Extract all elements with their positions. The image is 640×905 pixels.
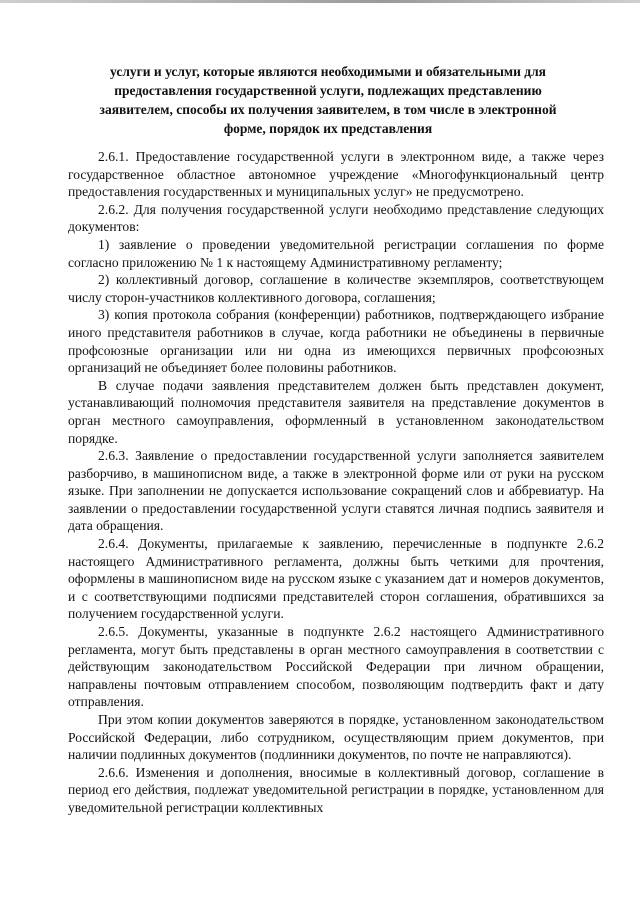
paragraph-2-6-2: 2.6.2. Для получения государственной услуги необходимо представление следующих документов: bbox=[68, 201, 604, 235]
list-item-1: 1) заявление о проведении уведомительной регистрации соглашения по форме согласно приложению № 1 к настоящему Административному регламенту; bbox=[68, 236, 604, 270]
paragraph-2-6-1: 2.6.1. Предоставление государственной услуги в электронном виде, а также через государственное областное автономное учреждение «Многофункциональный центр предоставления государственных и муниципальных услуг» не предусмотрено. bbox=[68, 149, 604, 200]
scan-top-edge bbox=[0, 0, 640, 3]
paragraph-copies: При этом копии документов заверяются в порядке, установленном законодательством Российской Федерации, либо сотрудником, осуществляющим прием документов, при наличии подлинных документов (подлинники документов, по почте не направляются). bbox=[68, 712, 604, 763]
paragraph-2-6-6: 2.6.6. Изменения и дополнения, вносимые в коллективный договор, соглашение в период его действия, подлежат уведомительной регистрации в порядке, установленном для уведомительной регистрации коллективных bbox=[68, 764, 604, 815]
paragraph-2-6-4: 2.6.4. Документы, прилагаемые к заявлению, перечисленные в подпункте 2.6.2 настоящего Административного регламента, должны быть четкими для прочтения, оформлены в машинописном виде на русском языке с указанием дат и номеров документов, и с соответствующими подписями представителей сторон соглашения, обратившихся за получением государственной услуги. bbox=[68, 536, 604, 622]
paragraph-2-6-5: 2.6.5. Документы, указанные в подпункте 2.6.2 настоящего Административного регламента, могут быть представлены в орган местного самоуправления в соответствии с действующим законодательством Российской Федерации при личном обращении, направлены почтовым отправлением способом, позволяющим подтвердить факт и дату отправления. bbox=[68, 624, 604, 710]
paragraph-2-6-3: 2.6.3. Заявление о предоставлении государственной услуги заполняется заявителем разборчиво, в машинописном виде, а также в электронной форме или от руки на русском языке. При заполнении не допускается использование сокращений слов и аббревиатур. На заявлении о предоставлении государственной услуги ставятся личная подпись заявителя и дата обращения. bbox=[68, 448, 604, 534]
paragraph-representative: В случае подачи заявления представителем должен быть представлен документ, устанавливающий полномочия представителя заявителя на представление документов в орган местного самоуправления, оформленный в установленном законодательством порядке. bbox=[68, 377, 604, 446]
section-heading: услуги и услуг, которые являются необходимыми и обязательными для предоставления государственной услуги, подлежащих представлению заявителем, способы их получения заявителем, в том числе в электронной форме, порядок их представления bbox=[99, 64, 557, 136]
list-item-3: 3) копия протокола собрания (конференции) работников, подтверждающего избрание иного представителя работников в случае, когда работники не объединены в первичные профсоюзные организации или ни одна из имеющихся первичных профсоюзных организаций не объединяет более половины работников. bbox=[68, 307, 604, 376]
document-body bbox=[68, 148, 604, 817]
list-item-2: 2) коллективный договор, соглашение в количестве экземпляров, соответствующем числу сторон-участников коллективного договора, соглашения; bbox=[68, 272, 604, 305]
